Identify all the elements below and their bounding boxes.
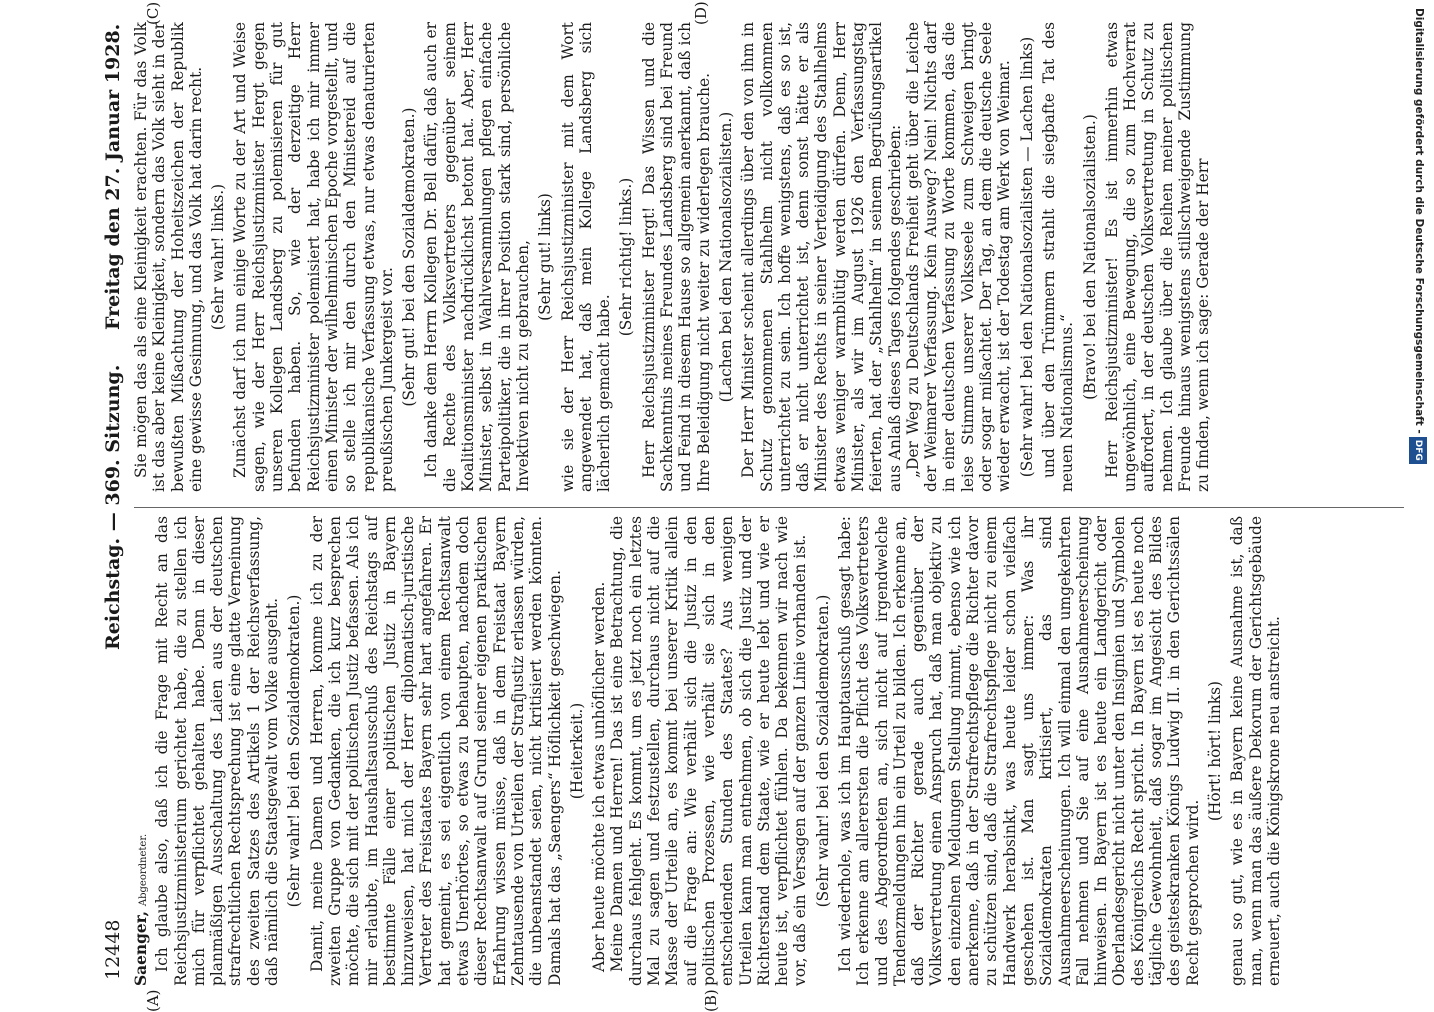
paragraph: Sie mögen das als eine Kleinigkeit erachten. Für das Volk ist das aber keine Kleinigkeit, sondern das Volk sieht in der bewußten Mißachtung der Hoheitszeichen der Republik eine gewisse Gesinnung, und das Volk hat darin recht. [132, 22, 205, 492]
quotation: und über den Trümmern strahlt die siegbafte Tat des neuen Nationalismus.“ [1039, 22, 1077, 492]
dfg-credit-text-wrap [1410, 8, 1428, 993]
reaction: (Bravo! bei den Nationalsozialisten.) [1080, 114, 1099, 400]
margin-marker-a: (A) [144, 989, 162, 1012]
paragraph: Herr Reichsjustizminister Hergt! Das Wissen und die Sachkenntnis meines Freundes Landsberg sind bei Freund und Feind in diesem Hause so allgemein anerkannt, daß ich Ihre Beleidigung nicht weiter zu widerlegen brauche. [639, 22, 713, 492]
left-column [132, 516, 1283, 986]
margin-marker-b: (B) [702, 989, 720, 1012]
session-title: Reichstag. — 369. Sitzung. [102, 364, 124, 650]
reaction: (Hört! hört! links) [1205, 680, 1224, 822]
paragraph: Aber heute möchte ich etwas unhöflicher werden. [590, 581, 609, 972]
page-number: 12448 [102, 919, 124, 980]
reaction: (Sehr richtig! links.) [617, 177, 636, 337]
dfg-logo-badge: DFG [1409, 437, 1427, 464]
margin-marker-c: (C) [144, 1, 162, 25]
reaction: (Lachen bei den Nationalsozialisten.) [716, 111, 735, 403]
page-header [98, 20, 128, 980]
speaker-name: Saenger, [132, 911, 150, 986]
column-divider [134, 507, 1404, 508]
reaction: (Heiterkeit.) [567, 702, 586, 800]
speaker-role: Abgeordneter. [138, 833, 149, 907]
reaction: (Sehr wahr! bei den Nationalsozialisten — Lachen links) [1017, 36, 1036, 478]
reaction: (Sehr gut! links) [536, 193, 555, 321]
paragraph: Der Herr Minister scheint allerdings über den von ihm in Schutz genommenen Stahlhelm nicht vollkommen unterrichtet zu sein. Ich hoffe wenigstens, daß es so ist, daß er nicht unterrichtet ist, denn sonst hätte er als Minister des Rechts in seiner Verteidigung des Stahlhelms etwas weniger warmblütig werden dürfen. Denn, Herr Minister, als wir im August 1926 den Verfassungstag feierten, hat der „Stahlhelm“ in seinem Begrüßungsartikel aus Anlaß dieses Tages folgendes geschrieben: [739, 22, 904, 492]
quotation: „Der Weg zu Deutschlands Freiheit geht über die Leiche der Weimarer Verfassung. Kein Ausweg? Nein! Nichts darf in einer deutschen Verfassung zu Worte kommen, das die leise Stimme unserer Volksseele zum Schweigen bringt oder sogar mißachtet. Der Tag, an dem die deutsche Seele wieder erwacht, ist der Todestag am Werk von Weimar. [903, 22, 1014, 492]
paragraph: wie sie der Herr Reichsjustizminister mit dem Wort angewendet hat, daß mein Kollege Landsberg sich lächerlich gemacht habe. [558, 22, 614, 492]
reaction: (Sehr gut! bei den Sozialdemokraten.) [400, 107, 419, 407]
reaction: (Sehr wahr! bei den Sozialdemokraten.) [285, 594, 304, 908]
session-date: Freitag den 27. Januar 1928. [102, 23, 124, 330]
margin-marker-d: (D) [692, 1, 710, 25]
paragraph: Meine Damen und Herren! Das ist eine Betrachtung, die durchaus fehlgeht. Es kommt, um es jetzt noch ein letztes Mal zu sagen und festzustellen, durchaus nicht auf die Masse der Urteile an, es kommt bei unserer Kritik allein auf die Frage an: Wie verhält sich die Justiz in den politischen Prozessen, wie verhält sie sich in den entscheidenden Stunden des Staates? Aus wenigen Urteilen kann man entnehmen, ob sich die Justiz und der Richterstand dem Staate, wie er heute lebt und wie er heute ist, verpflichtet fühlen. Da bekennen wir nach wie vor, daß ein Versagen auf der ganzen Linie vorhanden ist. [608, 516, 810, 986]
rotated-page-content [92, 0, 1412, 1012]
paragraph: Herr Reichsjustizminister! Es ist immerhin etwas ungewöhnlich, eine Bewegung, die so zum Hochverrat auffordert, in der deutschen Volksvertretung in Schutz zu nehmen. Ich glaube über die Reihen meiner politischen Freunde hinaus wenigstens stillschweigende Zustimmung zu finden, wenn ich sage: Gerade der Herr [1102, 22, 1213, 492]
dfg-credit-strip [1412, 8, 1434, 993]
paragraph: Damit, meine Damen und Herren, komme ich zu der zweiten Gruppe von Gedanken, die ich kurz besprechen möchte, die sich mit der politischen Justiz befassen. Als ich mir erlaubte, im Haushaltsausschuß des Reichstags auf bestimmte Fälle einer politischen Justiz in Bayern hinzuweisen, hat mich der Herr diplomatisch-juristische Vertreter des Freistaates Bayern sehr hart angefahren. Er hat gemeint, es sei eigentlich von einem Rechtsanwalt etwas Unerhörtes, so etwas zu behaupten, nachdem doch dieser Rechtsanwalt auf Grund seiner eigenen praktischen Erfahrung wissen müsse, daß in dem Freistaat Bayern Zehntausende von Urteilen der Strafjustiz erlassen würden, die unbeanstandet seien, nicht kritisiert werden könnten. Damals hat das „Saengers“ Höflichkeit geschwiegen. [307, 516, 564, 986]
page-inner [92, 0, 1412, 1012]
right-column [132, 22, 1213, 492]
paragraph: Ich glaube also, daß ich die Frage mit Recht an das Reichsjustizministerium gerichtet habe, die zu stellen ich mich für verpflichtet gehalten habe. Denn in dieser planmäßigen Ausschaltung des Laien aus der deutschen strafrechtlichen Rechtsprechung ist eine glatte Verneinung des zweiten Satzes des Artikels 1 der Reichsverfassung, daß nämlich die Staatsgewalt vom Volke ausgeht. [153, 516, 282, 986]
paragraph: Ich danke dem Herrn Kollegen Dr. Bell dafür, daß auch er die Rechte des Volksvertreters gegenüber seinem Koalitionsminister nachdrücklichst betont hat. Aber, Herr Minister, selbst in Wahlversammlungen pflegen einfache Parteipolitiker, die in ihrer Position stark sind, persönliche Invektiven nicht zu gebrauchen, [422, 22, 532, 492]
paragraph: genau so gut, wie es in Bayern keine Ausnahme ist, daß man, wenn man das äußere Dekorum der Gerichtsgebäude erneuert, auch die Königskrone neu anstreicht. [1228, 516, 1283, 986]
reaction: (Sehr wahr! bei den Sozialdemokraten.) [813, 594, 832, 908]
speaker-line [132, 516, 153, 986]
paragraph: Zunächst darf ich nun einige Worte zu der Art und Weise sagen, wie der Herr Reichsjustizminister Hergt gegen unseren Kollegen Landsberg zu polemisieren für gut befunden haben. So, wie der derzeitige Herr Reichsjustizminister polemisiert hat, habe ich mir immer einen Minister der wilhelminischen Epoche vorgestellt, und so stelle ich mir den durch den Ministereid auf die republikanische Verfassung etwas, nur etwas denaturierten preußischen Junkergeist vor. [231, 22, 396, 492]
reaction: (Sehr wahr! links.) [209, 183, 228, 331]
paragraph: Ich wiederhole, was ich im Hauptausschuß gesagt habe: Ich erkenne am allerersten die Pflicht des Volksvertreters und des Abgeordneten an, sich nicht auf irgendwelche Tendenzmeldungen hin ein Urteil zu bilden. Ich erkenne an, daß der Richter gerade auch gegenüber der Volksvertretung einen Anspruch hat, daß man objektiv zu den einzelnen Meldungen Stellung nimmt, ebenso wie ich anerkenne, daß in der Strafrechtspflege die Richter davor zu schützen sind, daß die Strafrechtspflege nicht zu einem Handwerk herabsinkt, was heute leider schon vielfach geschehen ist. Man sagt uns immer: Was ihr Sozialdemokraten kritisiert, das sind Ausnahmeerscheinungen. Ich will einmal den umgekehrten Fall nehmen und Sie auf eine Ausnahmeerscheinung hinweisen. In Bayern ist es heute ein Landgericht oder Oberlandesgericht nicht unter den Insignien und Symbolen des Königreichs Recht spricht. In Bayern ist es heute noch tägliche Gewohnheit, daß sogar im Angesicht des Bildes des geisteskranken Königs Ludwig II. in den Gerichtssälen Recht gesprochen wird. [835, 516, 1202, 986]
dfg-credit-text: Digitalisierung gefördert durch die Deutsche Forschungsgemeinschaft - [1413, 8, 1425, 434]
